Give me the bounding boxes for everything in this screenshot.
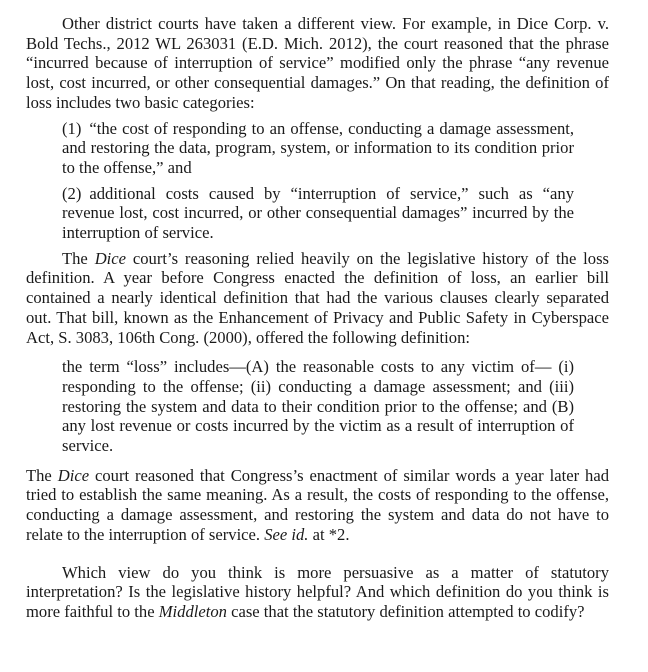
paragraph-other-district-courts	[26, 14, 609, 113]
list-item-text: additional costs caused by “interruption of service,” such as “any revenue lost, cost incurred, or other consequential damages” incurred by the interruption of service.	[62, 183, 574, 243]
paragraph-dice-legislative-history	[26, 249, 609, 348]
paragraph-text: court’s reasoning relied heavily on the legislative history of the loss definition. A year before Congress enacted the definition of loss, an earlier bill contained a nearly identical definition that had the various clauses clearly separated out. That bill, known as the Enhancement of Privacy and Public Safety in Cyberspace Act, S. 3083, 106th Cong. (2000), offered the following definition:	[26, 248, 610, 347]
loss-categories-list	[62, 119, 574, 243]
document-page	[26, 14, 609, 622]
paragraph-text: The	[26, 465, 58, 485]
paragraph-text: case that the statutory definition attempted to codify?	[226, 601, 585, 621]
paragraph-text: Which view do you think is more persuasive as a matter of statutory interpretation? Is the legislative history helpful? And which definition do you think is more faithful to the	[26, 562, 609, 621]
blockquote-text: the term “loss” includes—(A) the reasonable costs to any victim of— (i) responding to the offense; (ii) conducting a damage assessment; and (iii) restoring the system and data to their condition prior to the offense; and (B) any lost revenue or costs incurred by the victim as a result of interruption of service.	[62, 357, 574, 456]
paragraph-text: The	[62, 248, 95, 268]
list-item-1	[62, 119, 574, 178]
case-name-italic: Middleton	[158, 601, 227, 621]
list-item-number: (2)	[62, 183, 82, 203]
case-name-italic: Dice	[57, 465, 90, 485]
statutory-blockquote	[62, 357, 574, 456]
list-item-number: (1)	[62, 118, 82, 138]
list-item-2	[62, 184, 574, 243]
paragraph-discussion-questions	[26, 563, 609, 622]
case-name-italic: Dice	[94, 248, 127, 268]
citation-signal-italic: See id.	[264, 524, 309, 544]
paragraph-text: court reasoned that Congress’s enactment of similar words a year later had tried to establish the same meaning. As a result, the costs of responding to the offense, conducting a damage assessment, and restoring the system and data do not have to relate to the interruption of service.	[26, 465, 609, 544]
paragraph-text: Other district courts have taken a different view. For example, in Dice Corp. v. Bold Techs., 2012 WL 263031 (E.D. Mich. 2012), the court reasoned that the phrase “incurred because of interruption of service” modified only the phrase “any revenue lost, cost incurred, or other consequential damages.” On that reading, the definition of loss includes two basic categories:	[26, 14, 609, 112]
paragraph-dice-reasoning	[26, 466, 609, 545]
paragraph-text: at *2.	[308, 524, 350, 544]
list-item-text: “the cost of responding to an offense, conducting a damage assessment, and restoring the data, program, system, or information to its condition prior to the offense,” and	[62, 118, 574, 177]
